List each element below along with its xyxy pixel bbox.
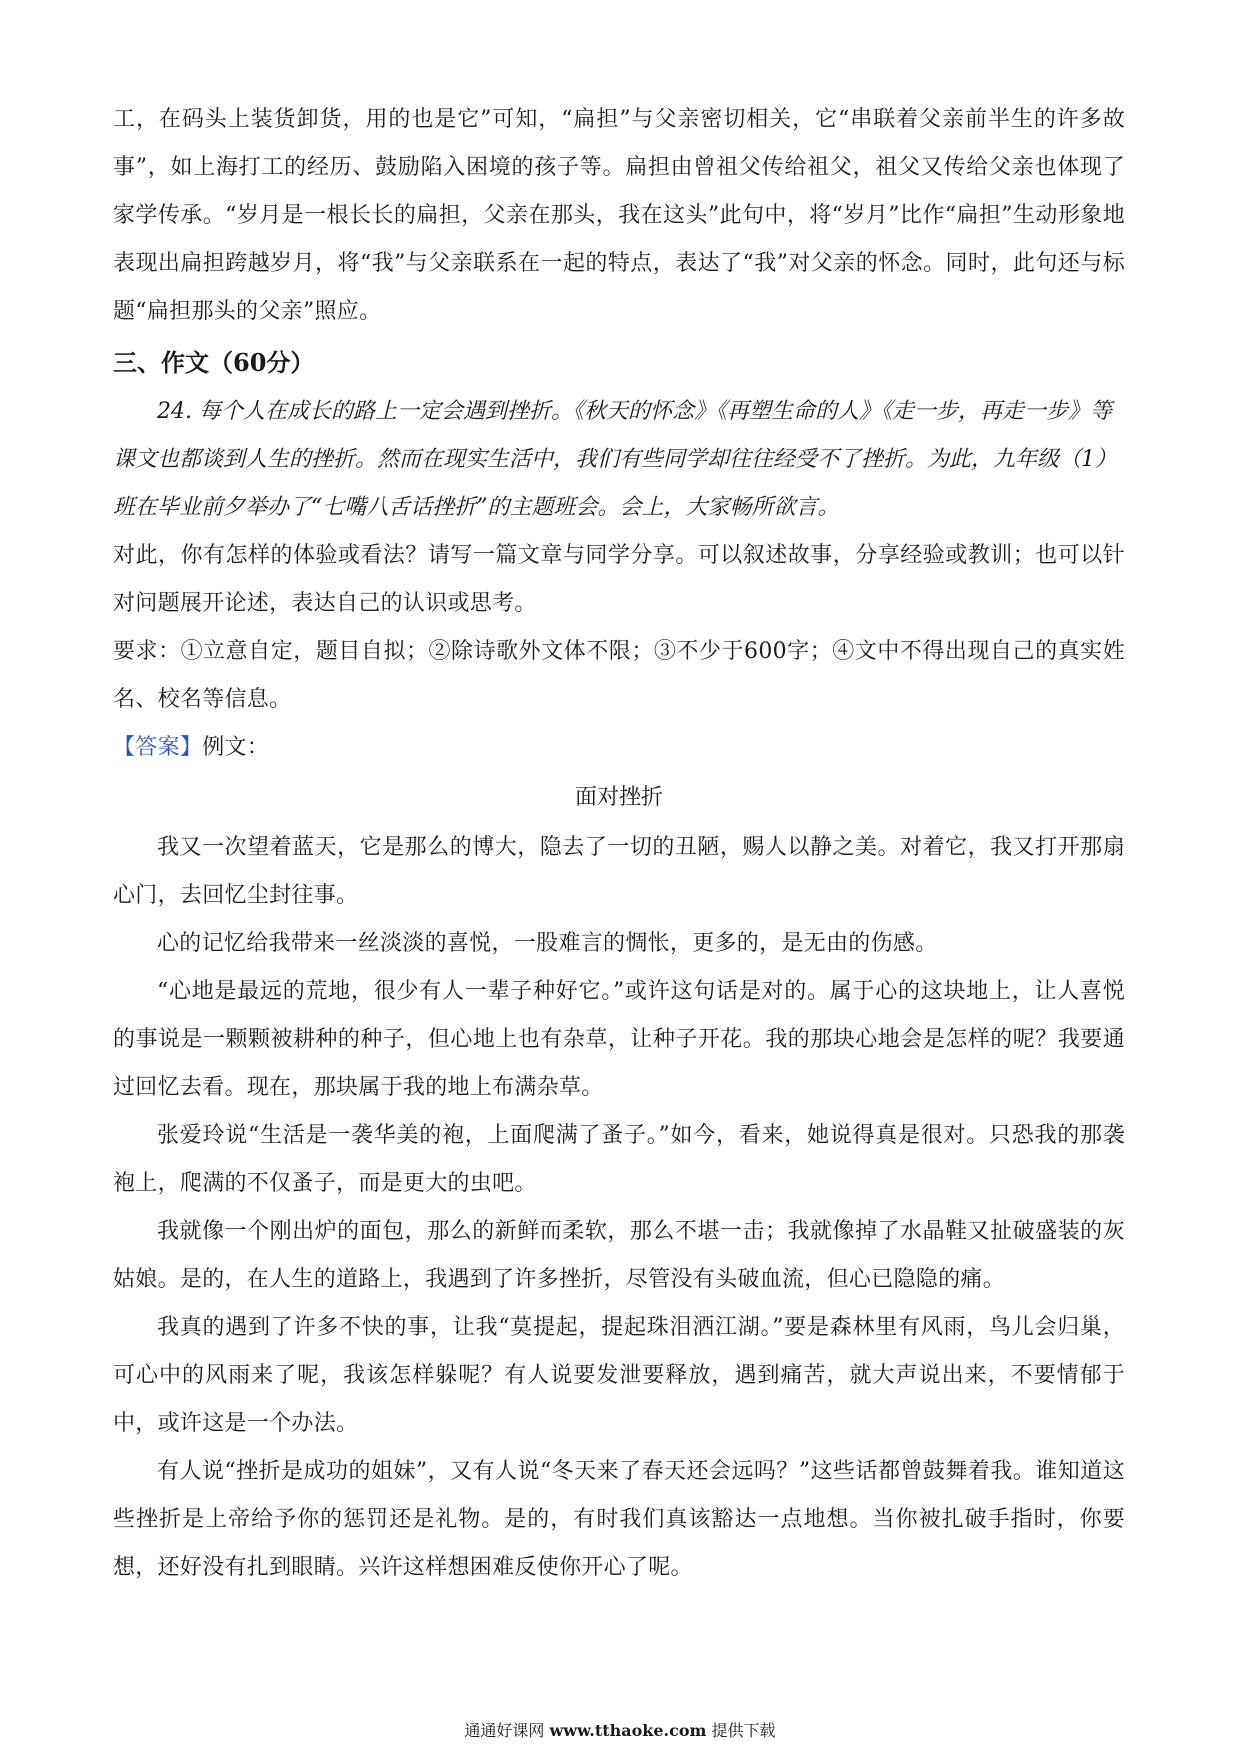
question-task: 对此，你有怎样的体验或看法？请写一篇文章与同学分享。可以叙述故事，分享经验或教训；也可以针对问题展开论述，表达自己的认识或思考。 <box>113 543 1125 616</box>
question-requirements: 要求：①立意自定，题目自拟；②除诗歌外文体不限；③不少于600字；④文中不得出现自己的真实姓名、校名等信息。 <box>113 639 1125 712</box>
footer-url[interactable]: www.tthaoke.com <box>549 1721 707 1740</box>
section-heading: 三、作文（60分） <box>113 348 315 377</box>
answer-tag: 【答案】 <box>113 735 203 760</box>
essay-paragraph: 我真的遇到了许多不快的事，让我“莫提起，提起珠泪洒江湖。”要是森林里有风雨，鸟儿会归巢，可心中的风雨来了呢，我该怎样躲呢？有人说要发泄要释放，遇到痛苦，就大声说出来，不要情郁于中，或许这是一个办法。 <box>113 1315 1125 1436</box>
essay-paragraph: 我又一次望着蓝天，它是那么的博大，隐去了一切的丑陋，赐人以静之美。对着它，我又打开那扇心门，去回忆尘封往事。 <box>113 835 1125 908</box>
footer-site-name: 通通好课网 <box>464 1721 545 1740</box>
question-prompt: 24. 每个人在成长的路上一定会遇到挫折。《秋天的怀念》《再塑生命的人》《走一步，再走一步》等课文也都谈到人生的挫折。然而在现实生活中，我们有些同学却往往经受不了挫折。为此，九年级（1）班在毕业前夕举办了“七嘴八舌话挫折”的主题班会。会上，大家畅所欲言。 <box>113 399 1118 520</box>
page-footer <box>0 1718 1240 1741</box>
essay-paragraph: 有人说“挫折是成功的姐妹”，又有人说“冬天来了春天还会远吗？”这些话都曾鼓舞着我。谁知道这些挫折是上帝给予你的惩罚还是礼物。是的，有时我们真该豁达一点地想。当你被扎破手指时，你要想，还好没有扎到眼睛。兴许这样想困难反使你开心了呢。 <box>113 1459 1125 1580</box>
document-page <box>113 96 1125 1592</box>
essay-paragraph: 心的记忆给我带来一丝淡淡的喜悦，一股难言的惆怅，更多的，是无由的伤感。 <box>157 931 938 956</box>
answer-line <box>113 724 1125 772</box>
essay-paragraph: 我就像一个刚出炉的面包，那么的新鲜而柔软，那么不堪一击；我就像掉了水晶鞋又扯破盛装的灰姑娘。是的，在人生的道路上，我遇到了许多挫折，尽管没有头破血流，但心已隐隐的痛。 <box>113 1219 1125 1292</box>
footer-suffix: 提供下载 <box>711 1721 776 1740</box>
essay-paragraph: 张爱玲说“生活是一袭华美的袍，上面爬满了蚤子。”如今，看来，她说得真是很对。只恐我的那袭袍上，爬满的不仅蚤子，而是更大的虫吧。 <box>113 1123 1125 1196</box>
answer-label: 例文： <box>202 735 270 760</box>
essay-title: 面对挫折 <box>574 785 663 810</box>
question-block <box>113 388 1125 724</box>
top-paragraph: 工，在码头上装货卸货，用的也是它”可知，“扁担”与父亲密切相关，它“串联着父亲前半生的许多故事”，如上海打工的经历、鼓励陷入困境的孩子等。扁担由曾祖父传给祖父，祖父又传给父亲也体现了家学传承。“岁月是一根长长的扁担，父亲在那头，我在这头”此句中，将“岁月”比作“扁担”生动形象地表现出扁担跨越岁月，将“我”与父亲联系在一起的特点，表达了“我”对父亲的怀念。同时，此句还与标题“扁担那头的父亲”照应。 <box>113 107 1125 324</box>
essay-paragraph: “心地是最远的荒地，很少有人一辈子种好它。”或许这句话是对的。属于心的这块地上，让人喜悦的事说是一颗颗被耕种的种子，但心地上也有杂草，让种子开花。我的那块心地会是怎样的呢？我要通过回忆去看。现在，那块属于我的地上布满杂草。 <box>113 979 1125 1100</box>
